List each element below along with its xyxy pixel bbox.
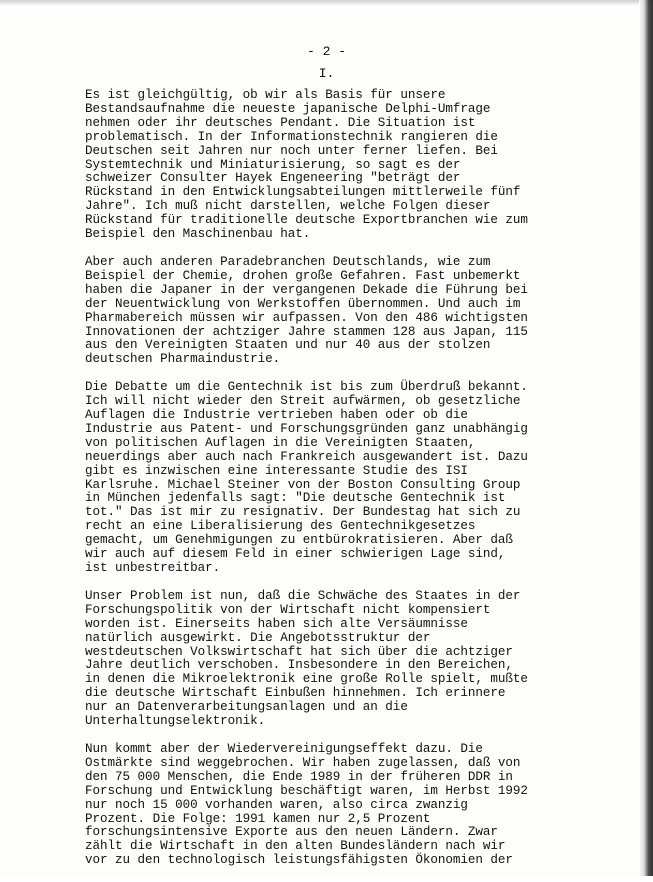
- text-line: gemacht, um Genehmigungen zu entbürokratisieren. Aber daß: [85, 533, 513, 548]
- text-line: Rückstand in den Entwicklungsabteilungen mittlerweile fünf: [85, 185, 521, 200]
- text-line: nur an Datenverarbeitungsanlagen und an die: [85, 700, 408, 715]
- paragraph: [85, 741, 528, 868]
- text-line: Innovationen der achtziger Jahre stammen 128 aus Japan, 115: [85, 324, 528, 339]
- text-line: Deutschen seit Jahren nur noch unter ferner liefen. Bei: [85, 143, 498, 158]
- section-number: I.: [318, 66, 335, 81]
- text-line: in München jedenfalls sagt: "Die deutsche Gentechnik ist: [85, 491, 506, 506]
- text-line: Unser Problem ist nun, daß die Schwäche des Staates in der: [85, 588, 521, 603]
- text-line: Forschung und Entwicklung beschäftigt waren, im Herbst 1992: [85, 783, 528, 798]
- paragraph: [85, 588, 528, 729]
- text-line: Die Debatte um die Gentechnik ist bis zum Überdruß bekannt.: [85, 380, 528, 395]
- text-line: ist unbestreitbar.: [85, 561, 221, 575]
- scan-top-edge: [0, 0, 653, 6]
- paragraph: [85, 380, 528, 576]
- text-line: Prozent. Die Folge: 1991 kamen nur 2,5 Prozent: [85, 811, 431, 826]
- text-line: neuerdings aber auch nach Frankreich ausgewandert ist. Dazu: [85, 449, 528, 464]
- paragraph: [85, 88, 528, 242]
- text-line: aus den Vereinigten Staaten und nur 40 aus der stolzen: [85, 338, 491, 353]
- text-line: Karlsruhe. Michael Steiner von der Boston Consulting Group: [85, 477, 521, 492]
- text-line: der Neuentwicklung von Werkstoffen übernommen. Und auch im: [85, 296, 521, 311]
- text-line: Forschungspolitik von der Wirtschaft nicht kompensiert: [85, 602, 491, 617]
- text-line: nehmen oder ihr deutsches Pendant. Die Situation ist: [85, 115, 476, 130]
- text-line: von politischen Auflagen in die Vereinigten Staaten,: [85, 435, 476, 450]
- text-line: wir auch auf diesem Feld in einer schwierigen Lage sind,: [85, 547, 506, 562]
- text-line: haben die Japaner in der vergangenen Dekade die Führung bei: [85, 282, 528, 297]
- text-line: gibt es inzwischen eine interessante Studie des ISI: [85, 463, 468, 478]
- text-line: den 75 000 Menschen, die Ende 1989 in der früheren DDR in: [85, 769, 513, 784]
- text-line: Jahre deutlich verschoben. Insbesondere in den Bereichen,: [85, 658, 513, 673]
- text-line: Aber auch anderen Paradebranchen Deutschlands, wie zum: [85, 254, 491, 269]
- text-line: tot." Das ist mir zu resignativ. Der Bundestag hat sich zu: [85, 505, 521, 520]
- text-line: Rückstand für traditionelle deutsche Exportbranchen wie zum: [85, 213, 528, 228]
- text-line: zählt die Wirtschaft in den alten Bundesländern nach wir: [85, 839, 506, 854]
- text-line: in denen die Mikroelektronik eine große Rolle spielt, mußte: [85, 672, 528, 687]
- text-line: nur noch 15 000 vorhanden waren, also circa zwanzig: [85, 797, 468, 812]
- text-line: worden ist. Einerseits haben sich alte Versäumnisse: [85, 616, 468, 631]
- text-line: Systemtechnik und Miniaturisierung, so sagt es der: [85, 157, 461, 172]
- body-text: [85, 88, 528, 882]
- text-line: natürlich ausgewirkt. Die Angebotsstruktur der: [85, 630, 431, 645]
- text-line: problematisch. In der Informationstechnik rangieren die: [85, 129, 498, 144]
- text-line: Industrie aus Patent- und Forschungsgründen ganz unabhängig: [85, 421, 528, 436]
- text-line: westdeutschen Volkswirtschaft hat sich über die achtziger: [85, 644, 513, 659]
- text-line: Ostmärkte sind weggebrochen. Wir haben zugelassen, daß von: [85, 755, 521, 770]
- text-line: Jahre". Ich muß nicht darstellen, welche Folgen dieser: [85, 199, 491, 214]
- text-line: die deutsche Wirtschaft Einbußen hinnehmen. Ich erinnere: [85, 686, 506, 701]
- text-line: Ich will nicht wieder den Streit aufwärmen, ob gesetzliche: [85, 394, 521, 409]
- page-number: - 2 -: [306, 44, 346, 59]
- text-line: Unterhaltungselektronik.: [85, 714, 266, 729]
- text-line: Bestandsaufnahme die neueste japanische Delphi-Umfrage: [85, 101, 491, 116]
- text-line: Pharmabereich müssen wir aufpassen. Von den 486 wichtigsten: [85, 310, 528, 325]
- text-line: recht an eine Liberalisierung des Gentechnikgesetzes: [85, 519, 476, 534]
- text-line: Es ist gleichgültig, ob wir als Basis für unsere: [85, 88, 446, 102]
- text-line: Nun kommt aber der Wiedervereinigungseffekt dazu. Die: [85, 741, 483, 756]
- text-line: forschungsintensive Exporte aus den neuen Ländern. Zwar: [85, 825, 498, 840]
- text-line: vor zu den technologisch leistungsfähigsten Ökonomien der: [85, 853, 513, 868]
- text-line: schweizer Consulter Hayek Engeneering "beträgt der: [85, 171, 461, 186]
- text-line: Auflagen die Industrie vertrieben haben oder ob die: [85, 408, 468, 423]
- text-line: Beispiel der Chemie, drohen große Gefahren. Fast unbemerkt: [85, 268, 521, 283]
- scan-right-edge: [639, 0, 653, 876]
- paragraph: [85, 254, 528, 367]
- text-line: deutschen Pharmaindustrie.: [85, 352, 281, 367]
- text-line: Beispiel den Maschinenbau hat.: [85, 227, 311, 242]
